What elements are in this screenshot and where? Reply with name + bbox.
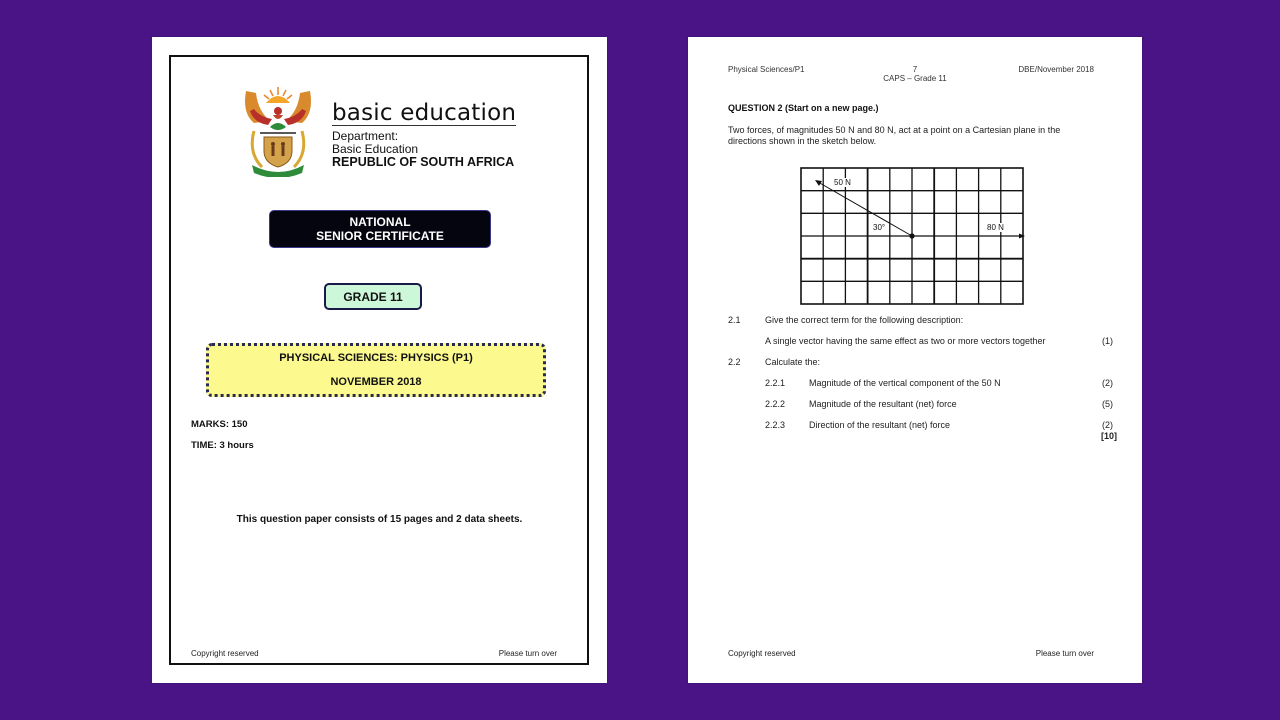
question-page [688, 37, 1142, 683]
question-2-1-marks: (1) [1102, 336, 1113, 346]
question-2-2-text: Calculate the: [765, 357, 821, 367]
certificate-line-1: NATIONAL [349, 215, 411, 229]
question-total-marks: [10] [1101, 431, 1118, 441]
page-count-note: This question paper consists of 15 pages and 2 data sheets. [236, 514, 523, 525]
subquestion-number: 2.2.3 [765, 420, 786, 430]
question-2-1-number: 2.1 [728, 315, 741, 325]
department-name: Basic Education [332, 142, 419, 156]
grade-badge [324, 283, 422, 310]
page-number: 7 [912, 65, 918, 74]
force-80n-label: 80 N [987, 223, 1004, 232]
subquestion-text: Magnitude of the vertical component of the 50 N [809, 378, 1001, 388]
coat-of-arms-icon [240, 83, 316, 177]
time-label: TIME: 3 hours [191, 440, 254, 451]
grade-label: GRADE 11 [343, 289, 403, 304]
question-title: QUESTION 2 (Start on a new page.) [728, 103, 879, 113]
header-exam: DBE/November 2018 [1018, 65, 1094, 74]
question-intro: Two forces, of magnitudes 50 N and 80 N, act at a point on a Cartesian plane in the directions shown in the sketch below. [728, 125, 1061, 146]
origin-point [909, 233, 914, 238]
subquestion-number: 2.2.1 [765, 378, 786, 388]
certificate-banner [269, 210, 491, 248]
certificate-line-2: SENIOR CERTIFICATE [316, 229, 444, 243]
marks-label: MARKS: 150 [191, 419, 248, 430]
brand-underline [332, 125, 516, 126]
subquestion-text: Magnitude of the resultant (net) force [809, 399, 957, 409]
question-2-1-description: A single vector having the same effect as two or more vectors together [765, 336, 1046, 346]
brand-title: basic education [332, 100, 517, 126]
turn-over-footer: Please turn over [498, 649, 557, 658]
angle-label: 30° [873, 223, 886, 232]
copyright-footer: Copyright reserved [728, 649, 796, 658]
cover-page [152, 37, 607, 683]
exam-date: NOVEMBER 2018 [330, 376, 422, 388]
subquestion-number: 2.2.2 [765, 399, 786, 409]
subquestion-text: Direction of the resultant (net) force [809, 420, 951, 430]
question-2-1-text: Give the correct term for the following description: [765, 315, 964, 325]
question-2-2-number: 2.2 [728, 357, 741, 367]
subquestion-marks: (2) [1102, 378, 1113, 388]
header-curriculum: CAPS – Grade 11 [883, 74, 947, 83]
force-50n-label: 50 N [834, 178, 851, 187]
subject-title: PHYSICAL SCIENCES: PHYSICS (P1) [279, 352, 473, 364]
department-label: Department: [332, 129, 399, 143]
subject-box [206, 343, 546, 397]
copyright-footer: Copyright reserved [191, 649, 259, 658]
subquestion-marks: (2) [1102, 420, 1113, 430]
turn-over-footer: Please turn over [1035, 649, 1094, 658]
header-subject: Physical Sciences/P1 [728, 65, 805, 74]
subquestion-marks: (5) [1102, 399, 1113, 409]
country-name: REPUBLIC OF SOUTH AFRICA [332, 155, 515, 169]
